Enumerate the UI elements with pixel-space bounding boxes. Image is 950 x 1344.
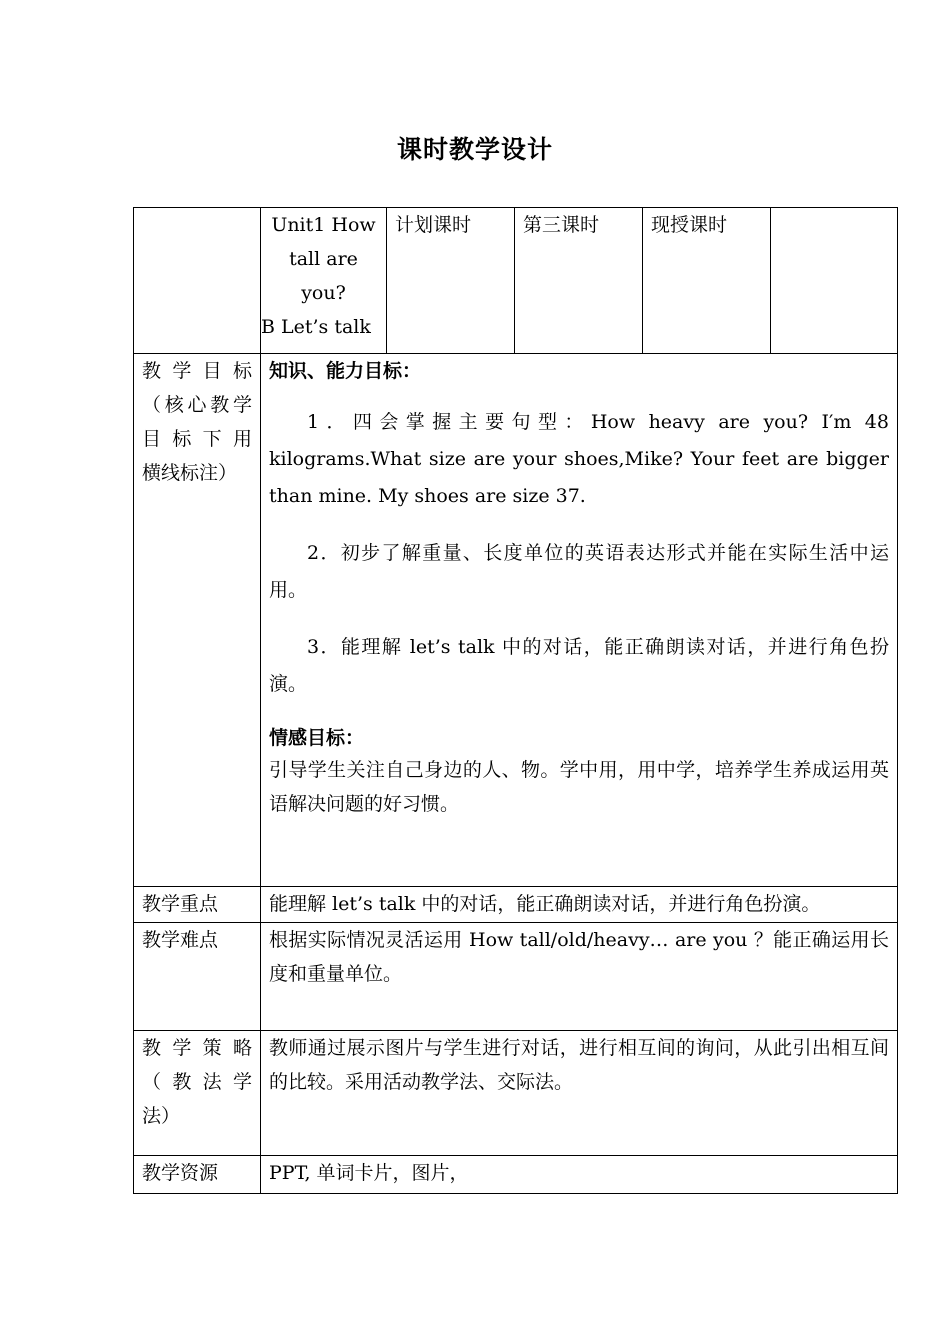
- key-point-label: [134, 887, 261, 923]
- objectives-label-line: 教 学 目 标: [142, 360, 252, 382]
- strategy-label: [134, 1031, 261, 1156]
- objectives-content: [261, 354, 898, 887]
- difficulty-content: [261, 923, 898, 1031]
- difficulty-text: 根据实际情况灵活运用 How tall/old/heavy… are you ？能正确运用长度和重量单位。: [269, 929, 889, 985]
- objectives-label: [134, 354, 261, 887]
- page-title: 课时教学设计: [396, 135, 553, 164]
- current-hours-value: [771, 208, 898, 354]
- difficulty-label: [134, 923, 261, 1031]
- objectives-label-line: （核心教学: [142, 394, 252, 416]
- difficulty-row: [134, 923, 898, 1031]
- lesson-plan-table: [133, 207, 898, 1194]
- objective-item-1: 1．四会掌握主要句型：How heavy are you? I′m 48 kilograms.What size are your shoes,Mike? Your feet are bigger than mine. My shoes are size 37.: [269, 411, 889, 507]
- strategy-label-line: （ 教 法 学: [142, 1071, 252, 1093]
- strategy-row: [134, 1031, 898, 1156]
- strategy-label-line: 教 学 策 略: [142, 1037, 252, 1059]
- planned-hours-label-text: 计划课时: [395, 214, 472, 236]
- planned-hours-value-text: 第三课时: [523, 214, 600, 236]
- lesson-title-line: you?: [301, 282, 346, 304]
- resources-content: [261, 1156, 898, 1194]
- knowledge-heading: 知识、能力目标：: [269, 360, 422, 382]
- objective-item-3: 3．能理解 let’s talk 中的对话，能正确朗读对话，并进行角色扮演。: [269, 636, 889, 695]
- current-hours-label-text: 现授课时: [651, 214, 728, 236]
- key-point-label-text: 教学重点: [142, 893, 219, 915]
- strategy-text: 教师通过展示图片与学生进行对话，进行相互间的询问，从此引出相互间的比较。采用活动教学法、交际法。: [269, 1037, 889, 1093]
- lesson-part: B Let’s talk: [261, 316, 371, 338]
- lesson-title-line: tall are: [289, 248, 358, 270]
- key-point-row: [134, 887, 898, 923]
- header-row: [134, 208, 898, 354]
- strategy-label-line: 法）: [142, 1105, 181, 1127]
- current-hours-label: [643, 208, 771, 354]
- resources-label-text: 教学资源: [142, 1162, 219, 1184]
- emotion-heading: 情感目标：: [269, 727, 365, 749]
- objective-item-2: 2．初步了解重量、长度单位的英语表达形式并能在实际生活中运用。: [269, 542, 889, 601]
- resources-label: [134, 1156, 261, 1194]
- key-point-content: [261, 887, 898, 923]
- difficulty-label-text: 教学难点: [142, 929, 219, 951]
- planned-hours-value: [515, 208, 643, 354]
- key-point-text: 能理解 let’s talk 中的对话，能正确朗读对话，并进行角色扮演。: [269, 893, 821, 915]
- objectives-label-line: 目 标 下 用: [142, 428, 252, 450]
- header-empty-cell: [134, 208, 261, 354]
- emotion-text: 引导学生关注自己身边的人、物。学中用，用中学，培养学生养成运用英语解决问题的好习惯。: [269, 759, 889, 815]
- objectives-label-line: 横线标注）: [142, 462, 238, 484]
- resources-row: [134, 1156, 898, 1194]
- lesson-title-line: Unit1 How: [271, 214, 376, 236]
- resources-text: PPT, 单词卡片，图片，: [269, 1162, 469, 1184]
- objectives-row: [134, 354, 898, 887]
- planned-hours-label: [387, 208, 515, 354]
- strategy-content: [261, 1031, 898, 1156]
- lesson-title-cell: [261, 208, 387, 354]
